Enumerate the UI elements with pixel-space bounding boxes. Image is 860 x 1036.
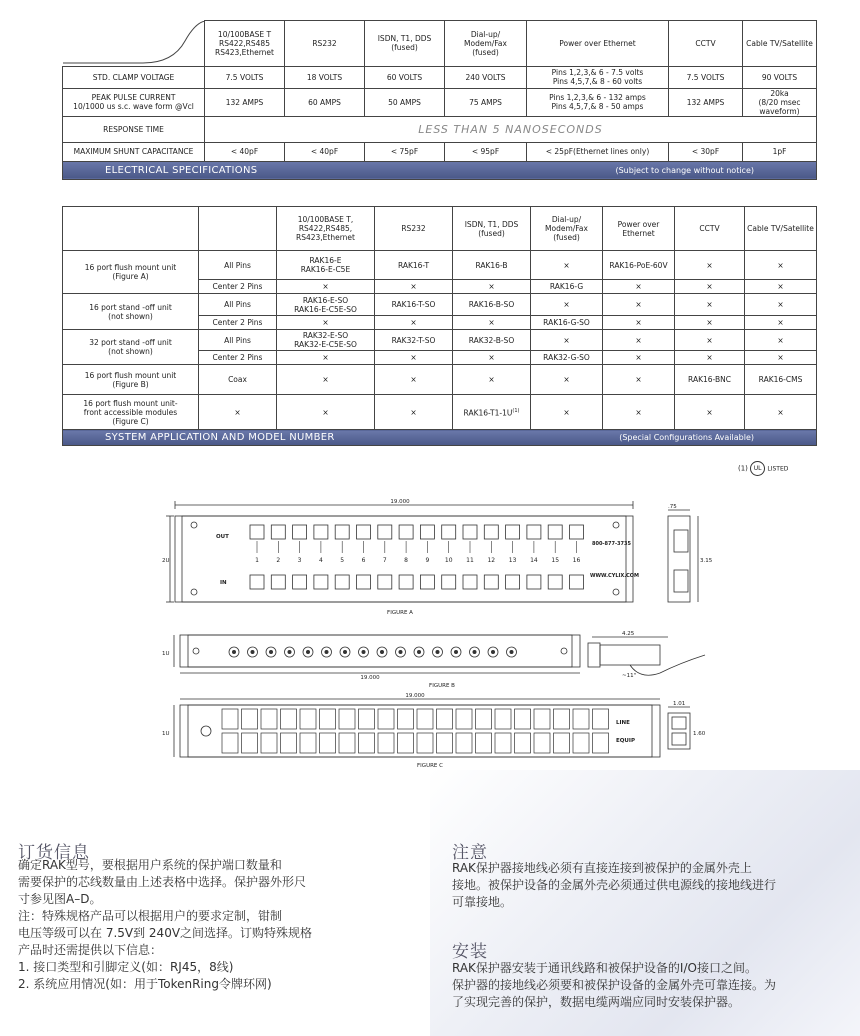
sys-bar-note: (Special Configurations Available) xyxy=(619,433,754,442)
sys-cell: × xyxy=(453,316,531,330)
fig-a-port-number: 9 xyxy=(425,557,430,564)
sys-cell: × xyxy=(675,316,745,330)
fig-a-out-port xyxy=(484,525,498,539)
fig-a-in-port xyxy=(548,575,562,589)
fig-c-module xyxy=(417,733,433,753)
elec-row xyxy=(63,116,817,142)
fig-a-in-port xyxy=(463,575,477,589)
note-body: RAK保护器接地线必须有直接连接到被保护的金属外壳上 接地。被保护设备的金属外壳必须通过供电源线的接地线进行 可靠接地。 xyxy=(452,861,777,909)
order-info-body: 确定RAK型号，要根据用户系统的保护端口数量和 需要保护的芯线数量由上述表格中选择。保护器外形尺 寸参见图A–D。 注：特殊规格产品可以根据用户的要求定制，钳制 电压等级可以在 7.5V到 240V之间选择。订购特殊规格 产品时还需提供以下信息： 1. 接口类型和引脚定义(如：RJ45，8线) 2. 系统应用情况(如：用于TokenRing令牌环网) xyxy=(18,858,313,991)
fig-a-out-port xyxy=(420,525,434,539)
fig-a-depth2-label: 3.15 xyxy=(700,558,713,564)
fig-b-depth2-label: ~11" xyxy=(622,673,637,679)
elec-cell: 20ka (8/20 msec waveform) xyxy=(743,88,817,116)
sys-pins-label: All Pins xyxy=(199,251,277,280)
fig-c-module xyxy=(320,709,336,729)
elec-cell: 60 AMPS xyxy=(285,88,365,116)
elec-bar-title: ELECTRICAL SPECIFICATIONS xyxy=(105,164,258,176)
fig-a-port-number: 12 xyxy=(487,557,496,564)
elec-cell: < 75pF xyxy=(365,142,445,161)
sys-cell: RAK16-G xyxy=(531,280,603,294)
sys-row xyxy=(63,365,817,395)
fig-a-port-number: 3 xyxy=(297,557,302,564)
sys-cell: × xyxy=(277,365,375,395)
sys-cell: RAK16-E RAK16-E-C5E xyxy=(277,251,375,280)
sys-header-blank xyxy=(63,207,199,251)
fig-a-port-number: 11 xyxy=(466,557,474,564)
fig-a-in-port xyxy=(527,575,541,589)
fig-b-panel xyxy=(180,635,580,667)
elec-col-header: Dial-up/ Modem/Fax (fused) xyxy=(445,21,527,67)
fig-a-in-port xyxy=(399,575,413,589)
sys-cell: × xyxy=(603,316,675,330)
sys-cell: × xyxy=(375,280,453,294)
sys-cell: × xyxy=(277,316,375,330)
sys-cell: × xyxy=(531,251,603,280)
sys-cell: × xyxy=(531,395,603,430)
sys-cell: × xyxy=(603,294,675,316)
fig-c-module xyxy=(359,709,375,729)
fig-c-side-view xyxy=(668,713,690,749)
sys-cell: RAK16-E-SO RAK16-E-C5E-SO xyxy=(277,294,375,316)
fig-c-module xyxy=(378,733,394,753)
fig-b-side-view xyxy=(600,645,660,665)
sys-cell: RAK16-CMS xyxy=(745,365,817,395)
footnote xyxy=(738,461,788,476)
fig-c-module xyxy=(242,709,258,729)
sys-cell: RAK16-T-SO xyxy=(375,294,453,316)
sys-cell: × xyxy=(675,351,745,365)
elec-cell: 60 VOLTS xyxy=(365,66,445,88)
sys-cell: RAK16-BNC xyxy=(675,365,745,395)
elec-col-header: 10/100BASE T RS422,RS485 RS423,Ethernet xyxy=(205,21,285,67)
fig-a-in-port xyxy=(314,575,328,589)
fig-a-in-port xyxy=(271,575,285,589)
elec-bar-note: (Subject to change without notice) xyxy=(615,165,754,175)
sys-cell: × xyxy=(745,330,817,351)
fig-c-module xyxy=(437,733,453,753)
sys-cell: × xyxy=(675,280,745,294)
figures-drawing xyxy=(160,495,720,770)
fig-a-height-label: 2U xyxy=(162,558,170,564)
fig-a-in-port xyxy=(250,575,264,589)
response-time-value: LESS THAN 5 NANOSECONDS xyxy=(205,116,817,142)
fig-c-module xyxy=(554,733,570,753)
sys-cell: × xyxy=(375,316,453,330)
fig-c-width-label: 19.000 xyxy=(405,693,425,699)
sys-cell: × xyxy=(603,351,675,365)
fig-a-port-number: 10 xyxy=(444,557,453,564)
fig-a-depth-label: .75 xyxy=(668,504,677,510)
fig-b-width-label: 19.000 xyxy=(360,675,380,681)
elec-cell: < 95pF xyxy=(445,142,527,161)
sys-cell: × xyxy=(453,351,531,365)
fig-a-port-number: 1 xyxy=(255,557,259,564)
fig-b-caption: FIGURE B xyxy=(429,683,455,689)
fig-c-module xyxy=(300,709,316,729)
elec-cell: 7.5 VOLTS xyxy=(205,66,285,88)
fig-c-module xyxy=(476,733,492,753)
elec-cell: 132 AMPS xyxy=(205,88,285,116)
fig-c-module xyxy=(242,733,258,753)
fig-a-out-port xyxy=(463,525,477,539)
fig-c-module xyxy=(515,709,531,729)
elec-row-label: PEAK PULSE CURRENT 10/1000 us s.c. wave form @Vcl xyxy=(63,88,205,116)
sys-group-label: 16 port stand -off unit (not shown) xyxy=(63,294,199,330)
fig-c-depth2-label: 1.60 xyxy=(693,731,706,737)
sys-col-header: CCTV xyxy=(675,207,745,251)
fig-a-port-number: 16 xyxy=(572,557,581,564)
fig-a-port-number: 8 xyxy=(404,557,409,564)
fig-c-module xyxy=(534,709,550,729)
fig-c-caption: FIGURE C xyxy=(417,763,443,769)
fig-a-in-port xyxy=(335,575,349,589)
elec-cell: < 40pF xyxy=(205,142,285,161)
sys-cell: × xyxy=(531,330,603,351)
elec-col-header: CCTV xyxy=(669,21,743,67)
sys-pins-label: Center 2 Pins xyxy=(199,316,277,330)
fig-a-out-port xyxy=(548,525,562,539)
fig-c-module xyxy=(495,709,511,729)
elec-row-label: MAXIMUM SHUNT CAPACITANCE xyxy=(63,142,205,161)
fig-c-module xyxy=(456,709,472,729)
sys-cell: × xyxy=(745,294,817,316)
fig-c-module xyxy=(554,709,570,729)
elec-cell: < 25pF(Ethernet lines only) xyxy=(527,142,669,161)
fig-c-height-label: 1U xyxy=(162,731,170,737)
fig-c-module xyxy=(378,709,394,729)
fig-c-module xyxy=(359,733,375,753)
fig-a-side-view xyxy=(668,516,690,602)
install-body: RAK保护器安装于通讯线路和被保护设备的I/O接口之间。 保护器的接地线必须要和被保护设备的金属外壳可靠连接。为 了实现完善的保护，数据电缆两端应同时安装保护器。 xyxy=(452,961,777,1009)
sys-cell: × xyxy=(453,365,531,395)
sys-col-header: Dial-up/ Modem/Fax (fused) xyxy=(531,207,603,251)
sys-pins-label: All Pins xyxy=(199,294,277,316)
sys-col-header: RS232 xyxy=(375,207,453,251)
sys-cell: RAK16-G-SO xyxy=(531,316,603,330)
sys-row xyxy=(63,294,817,316)
fig-a-in-label: IN xyxy=(220,580,227,586)
fig-c-module xyxy=(417,709,433,729)
fig-c-module xyxy=(398,733,414,753)
fig-a-in-port xyxy=(506,575,520,589)
corner-curve xyxy=(63,21,205,64)
fig-a-out-port xyxy=(293,525,307,539)
header-corner xyxy=(63,21,205,67)
install-title: 安装 xyxy=(452,942,488,962)
sys-cell: $RAK16-T1-1U^{(1)}$ xyxy=(453,395,531,430)
fig-a-out-port xyxy=(399,525,413,539)
fig-b-height-label: 1U xyxy=(162,651,170,657)
fig-a-in-port xyxy=(570,575,584,589)
sys-group-label: 16 port flush mount unit (Figure B) xyxy=(63,365,199,395)
fig-c-module xyxy=(261,709,277,729)
sys-cell: × xyxy=(745,316,817,330)
elec-col-header: RS232 xyxy=(285,21,365,67)
fig-c-module xyxy=(320,733,336,753)
sys-cell: × xyxy=(453,280,531,294)
elec-cell: 90 VOLTS xyxy=(743,66,817,88)
elec-cell: 240 VOLTS xyxy=(445,66,527,88)
sys-bar-title: SYSTEM APPLICATION AND MODEL NUMBER xyxy=(105,432,335,443)
sys-cell: × xyxy=(531,365,603,395)
sys-cell: × xyxy=(675,330,745,351)
fig-c-module xyxy=(573,733,589,753)
sys-cell: × xyxy=(375,395,453,430)
sys-cell: × xyxy=(603,280,675,294)
fig-c-equip-label: EQUIP xyxy=(616,738,635,744)
sys-row xyxy=(63,330,817,351)
fig-a-port-number: 5 xyxy=(340,557,345,564)
system-model-table xyxy=(62,206,817,446)
fig-c-module xyxy=(281,709,297,729)
fig-a-port-number: 6 xyxy=(361,557,366,564)
sys-cell: × xyxy=(675,294,745,316)
sys-cell: × xyxy=(277,351,375,365)
sys-cell: RAK32-G-SO xyxy=(531,351,603,365)
fig-a-out-port xyxy=(271,525,285,539)
fig-c-line-label: LINE xyxy=(616,720,630,726)
sys-cell: × xyxy=(531,294,603,316)
ul-logo: UL xyxy=(750,461,765,476)
fig-a-out-port xyxy=(570,525,584,539)
sys-pins-label: Coax xyxy=(199,365,277,395)
fig-a-port-number: 2 xyxy=(276,557,281,564)
sys-cell: × xyxy=(745,280,817,294)
sys-cell: × xyxy=(603,365,675,395)
fig-a-in-port xyxy=(293,575,307,589)
sys-group-label: 16 port flush mount unit (Figure A) xyxy=(63,251,199,294)
elec-cell: Pins 1,2,3,& 6 - 7.5 volts Pins 4,5,7,& 8 - 60 volts xyxy=(527,66,669,88)
elec-cell: 75 AMPS xyxy=(445,88,527,116)
sys-header-blank xyxy=(199,207,277,251)
sys-cell: × xyxy=(675,395,745,430)
fig-b-depth-label: 4.25 xyxy=(622,631,635,637)
sys-cell: × xyxy=(745,251,817,280)
elec-row xyxy=(63,142,817,161)
fig-a-in-port xyxy=(442,575,456,589)
fig-a-in-port xyxy=(378,575,392,589)
elec-col-header: ISDN, T1, DDS (fused) xyxy=(365,21,445,67)
elec-row-label: STD. CLAMP VOLTAGE xyxy=(63,66,205,88)
fig-c-module xyxy=(476,709,492,729)
sys-cell: × xyxy=(277,395,375,430)
sys-col-header: ISDN, T1, DDS (fused) xyxy=(453,207,531,251)
fig-a-in-port xyxy=(357,575,371,589)
sys-cell: RAK16-B-SO xyxy=(453,294,531,316)
fig-c-module xyxy=(437,709,453,729)
fig-c-module xyxy=(300,733,316,753)
sys-cell: RAK32-B-SO xyxy=(453,330,531,351)
fig-a-out-port xyxy=(314,525,328,539)
sys-col-header: Cable TV/Satellite xyxy=(745,207,817,251)
sys-cell: RAK32-E-SO RAK32-E-C5E-SO xyxy=(277,330,375,351)
fig-c-module xyxy=(573,709,589,729)
sys-col-header: Power over Ethernet xyxy=(603,207,675,251)
fig-a-phone: 800-877-3735 xyxy=(592,541,631,547)
sys-pins-label: All Pins xyxy=(199,330,277,351)
sys-cell: × xyxy=(675,251,745,280)
fig-c-module xyxy=(593,733,609,753)
elec-row xyxy=(63,88,817,116)
elec-header-row xyxy=(63,21,817,67)
sys-cell: × xyxy=(277,280,375,294)
elec-cell: 1pF xyxy=(743,142,817,161)
elec-row xyxy=(63,66,817,88)
sys-cell: × xyxy=(603,330,675,351)
elec-row-label: RESPONSE TIME xyxy=(63,116,205,142)
fig-c-module xyxy=(398,709,414,729)
fig-c-module xyxy=(593,709,609,729)
fig-c-panel xyxy=(180,705,660,757)
sys-pins-label: Center 2 Pins xyxy=(199,351,277,365)
fig-a-out-label: OUT xyxy=(216,534,229,540)
sys-cell: × xyxy=(745,395,817,430)
fig-a-out-port xyxy=(335,525,349,539)
sys-header-row xyxy=(63,207,817,251)
fig-a-port-number: 14 xyxy=(530,557,538,564)
sys-group-label: 16 port flush mount unit- front accessible modules (Figure C) xyxy=(63,395,199,430)
elec-cell: 7.5 VOLTS xyxy=(669,66,743,88)
sys-cell: × xyxy=(603,395,675,430)
footnote-mark: (1) xyxy=(738,464,748,473)
fig-a-out-port xyxy=(357,525,371,539)
elec-cell: 132 AMPS xyxy=(669,88,743,116)
fig-a-port-number: 7 xyxy=(382,557,387,564)
fig-c-module xyxy=(222,733,238,753)
fig-a-in-port xyxy=(420,575,434,589)
fig-c-module xyxy=(339,733,355,753)
fig-c-module xyxy=(261,733,277,753)
fig-c-module xyxy=(339,709,355,729)
fig-a-out-port xyxy=(442,525,456,539)
sys-pins-label: × xyxy=(199,395,277,430)
note-title: 注意 xyxy=(452,843,488,863)
sys-row xyxy=(63,395,817,430)
fig-c-module xyxy=(534,733,550,753)
fig-a-in-port xyxy=(484,575,498,589)
sys-cell: × xyxy=(745,351,817,365)
sys-group-label: 32 port stand -off unit (not shown) xyxy=(63,330,199,365)
elec-cell: < 40pF xyxy=(285,142,365,161)
elec-col-header: Power over Ethernet xyxy=(527,21,669,67)
elec-cell: 18 VOLTS xyxy=(285,66,365,88)
sys-cell: RAK16-T xyxy=(375,251,453,280)
sys-cell: × xyxy=(375,351,453,365)
fig-a-web: WWW.CYLIX.COM xyxy=(590,573,640,579)
fig-a-port-number: 4 xyxy=(318,557,323,564)
fig-c-module xyxy=(222,709,238,729)
sys-row xyxy=(63,251,817,280)
fig-a-port-number: 15 xyxy=(551,557,560,564)
fig-a-out-port xyxy=(250,525,264,539)
sys-cell: RAK16-PoE-60V xyxy=(603,251,675,280)
listed-label: LISTED xyxy=(767,465,789,473)
fig-c-module xyxy=(456,733,472,753)
fig-c-module xyxy=(515,733,531,753)
elec-col-header: Cable TV/Satellite xyxy=(743,21,817,67)
fig-a-caption: FIGURE A xyxy=(387,610,413,616)
sys-cell: × xyxy=(375,365,453,395)
sys-col-header: 10/100BASE T, RS422,RS485, RS423,Ethernet xyxy=(277,207,375,251)
fig-a-out-port xyxy=(527,525,541,539)
elec-cell: 50 AMPS xyxy=(365,88,445,116)
elec-cell: Pins 1,2,3,& 6 - 132 amps Pins 4,5,7,& 8 - 50 amps xyxy=(527,88,669,116)
order-info-title: 订货信息 xyxy=(18,843,90,863)
fig-a-width-label: 19.000 xyxy=(390,499,410,505)
fig-c-depth-label: 1.01 xyxy=(673,701,686,707)
fig-c-module xyxy=(495,733,511,753)
electrical-spec-table xyxy=(62,20,817,180)
sys-cell: RAK16-B xyxy=(453,251,531,280)
sys-cell: RAK32-T-SO xyxy=(375,330,453,351)
fig-a-out-port xyxy=(506,525,520,539)
sys-section-bar xyxy=(63,430,817,446)
fig-a-out-port xyxy=(378,525,392,539)
fig-a-port-number: 13 xyxy=(508,557,517,564)
sys-pins-label: Center 2 Pins xyxy=(199,280,277,294)
elec-section-bar xyxy=(63,161,817,179)
elec-cell: < 30pF xyxy=(669,142,743,161)
fig-c-module xyxy=(281,733,297,753)
